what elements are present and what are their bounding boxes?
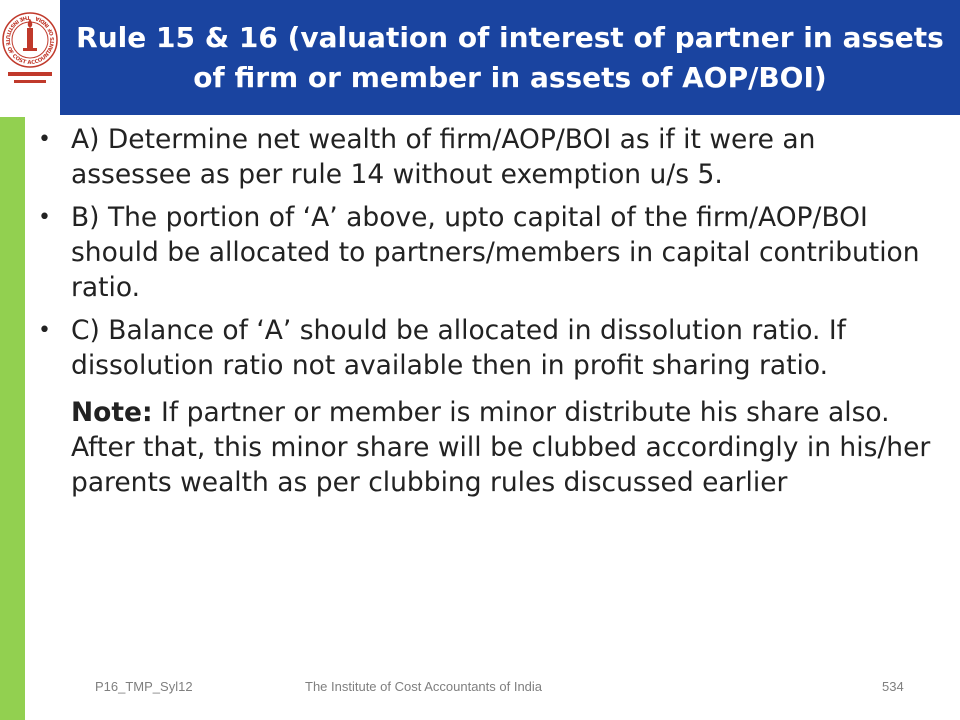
footer-page-number: 534 [882, 679, 904, 694]
footer-institute-name: The Institute of Cost Accountants of India [305, 679, 543, 694]
slide-content [38, 122, 943, 500]
bullet-item [38, 200, 943, 305]
slide-title: Rule 15 & 16 (valuation of interest of partner in assets of firm or member in assets of AOP/BOI) [76, 20, 944, 94]
note-text: If partner or member is minor distribute his share also. After that, this minor share will be clubbed accordingly in his/her parents wealth as per clubbing rules discussed earlier [71, 397, 931, 498]
logo-ring-text: THE INSTITUTE OF COST ACCOUNTANTS OF INDIA [3, 13, 57, 67]
footer-course-code: P16_TMP_Syl12 [95, 679, 193, 694]
bullet-text: B) The portion of ‘A’ above, upto capital of the firm/AOP/BOI should be allocated to partners/members in capital contribution ratio. [71, 202, 920, 303]
side-accent-bar [0, 117, 25, 720]
bullet-icon: • [38, 318, 51, 343]
note-paragraph [71, 395, 943, 500]
note-label: Note: [71, 397, 153, 428]
bullet-item [38, 122, 943, 192]
bullet-icon: • [38, 205, 51, 230]
bullet-text: A) Determine net wealth of firm/AOP/BOI as if it were an assessee as per rule 14 without exemption u/s 5. [71, 124, 816, 190]
bullet-icon: • [38, 127, 51, 152]
institute-emblem-icon [0, 0, 60, 115]
title-bar [60, 0, 960, 115]
bullet-item [38, 313, 943, 383]
bullet-text: C) Balance of ‘A’ should be allocated in dissolution ratio. If dissolution ratio not available then in profit sharing ratio. [71, 315, 846, 381]
institute-logo [0, 0, 60, 115]
